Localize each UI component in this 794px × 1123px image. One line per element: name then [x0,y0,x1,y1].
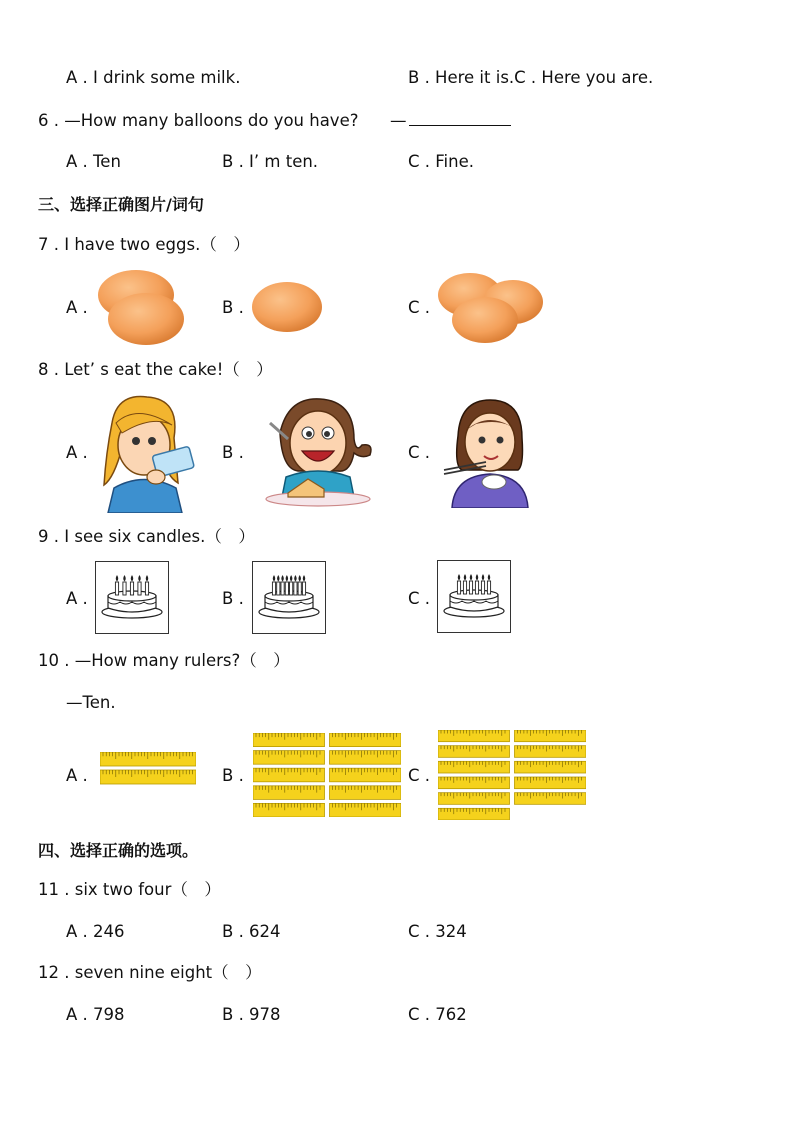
candle-flame [488,574,491,581]
ruler [253,733,325,747]
ruler [253,803,325,817]
q10-label-a[interactable]: A . [66,766,88,785]
q10-stem: 10 . —How many rulers?（ ） [38,651,290,670]
candle-flame [146,575,149,582]
ruler [438,746,510,758]
candle-flame [298,575,301,582]
candle [463,581,466,594]
rulers-group-b[interactable] [253,733,401,817]
candle-flame [138,575,141,582]
ruler [515,777,587,789]
q10-label-c[interactable]: C . [408,766,431,785]
section-3-title: 三、选择正确图片/词句 [38,195,204,214]
ruler [330,751,402,765]
candle [475,581,478,594]
candle [294,582,297,595]
candle [115,582,118,595]
candle-flame [464,574,467,581]
candle-flame [303,575,306,582]
candle-flame [116,575,119,582]
candle-cake [438,561,510,632]
candle [138,582,141,595]
candle [277,582,280,595]
candle [272,582,275,595]
cake-five-candles-image[interactable] [95,561,169,634]
ruler [330,768,402,782]
section-4-title: 四、选择正确的选项。 [38,841,199,860]
q5-option-a[interactable]: A . I drink some milk. [66,68,241,87]
girl-drinking-image[interactable] [92,393,204,513]
candle [290,582,293,595]
q8-label-c[interactable]: C . [408,443,431,462]
candle [481,581,484,594]
rulers-svg [438,730,586,820]
candle-flame [294,575,297,582]
ruler [330,786,402,800]
q9-label-b[interactable]: B . [222,589,244,608]
three-eggs-image[interactable] [435,270,545,345]
candle-flame [131,575,134,582]
candle-flame [470,574,473,581]
candle [130,582,133,595]
q7-label-b[interactable]: B . [222,298,244,317]
rulers-group-c[interactable] [438,730,586,820]
candle [281,582,284,595]
ruler [253,768,325,782]
q6-stem-text: 6 . —How many balloons do you have? [38,111,359,130]
q10-answer: —Ten. [66,693,116,712]
ruler [438,777,510,789]
candle [487,581,490,594]
candle [145,582,148,595]
ruler [438,808,510,820]
q12-option-c[interactable]: C . 762 [408,1005,467,1024]
cake-eight-candles-image[interactable] [252,561,326,634]
q12-option-a[interactable]: A . 798 [66,1005,125,1024]
q8-label-a[interactable]: A . [66,443,88,462]
q6-stem [38,111,359,131]
q6-dash: — [390,111,407,130]
rulers-svg [100,752,196,798]
candle-cake [96,562,168,633]
candle-flame [482,574,485,581]
q6-option-a[interactable]: A . Ten [66,152,121,171]
q7-label-c[interactable]: C . [408,298,431,317]
q9-label-c[interactable]: C . [408,589,431,608]
two-eggs-image[interactable] [94,268,189,348]
ruler [438,793,510,805]
ruler [515,761,587,773]
candle-cake [253,562,325,633]
candle [469,581,472,594]
rulers-svg [253,733,401,817]
candle-flame [273,575,276,582]
ruler [253,751,325,765]
blank-line [409,111,511,126]
q10-label-b[interactable]: B . [222,766,244,785]
q6-answer-blank[interactable] [390,111,511,131]
q9-label-a[interactable]: A . [66,589,88,608]
rulers-group-a[interactable] [100,752,196,798]
q11-stem: 11 . six two four（ ） [38,880,221,899]
q11-option-a[interactable]: A . 246 [66,922,125,941]
girl-eating-cake-image[interactable] [258,393,376,511]
q8-label-b[interactable]: B . [222,443,244,462]
q6-option-c[interactable]: C . Fine. [408,152,474,171]
ruler [438,730,510,742]
q12-stem: 12 . seven nine eight（ ） [38,963,262,982]
q11-option-b[interactable]: B . 624 [222,922,281,941]
cake-six-candles-image[interactable] [437,560,511,633]
q12-option-b[interactable]: B . 978 [222,1005,281,1024]
q9-stem: 9 . I see six candles.（ ） [38,527,255,546]
candle [298,582,301,595]
ruler [100,770,196,784]
candle-flame [476,574,479,581]
one-egg-image[interactable] [250,280,325,335]
candle-flame [281,575,284,582]
q6-option-b[interactable]: B . I’ m ten. [222,152,319,171]
ruler [330,803,402,817]
ruler [515,730,587,742]
woman-eating-rice-image[interactable] [442,396,534,508]
ruler [253,786,325,800]
candle-flame [123,575,126,582]
candle-flame [458,574,461,581]
q8-stem: 8 . Let’ s eat the cake!（ ） [38,360,273,379]
candle [302,582,305,595]
q11-option-c[interactable]: C . 324 [408,922,467,941]
ruler [515,746,587,758]
candle-flame [290,575,293,582]
q5-option-bc[interactable]: B . Here it is.C . Here you are. [408,68,654,87]
ruler [100,752,196,766]
candle [457,581,460,594]
ruler [438,761,510,773]
candle [123,582,126,595]
candle [285,582,288,595]
q7-label-a[interactable]: A . [66,298,88,317]
ruler [330,733,402,747]
candle-flame [286,575,289,582]
ruler [515,793,587,805]
candle-flame [277,575,280,582]
q7-stem: 7 . I have two eggs.（ ） [38,235,250,254]
